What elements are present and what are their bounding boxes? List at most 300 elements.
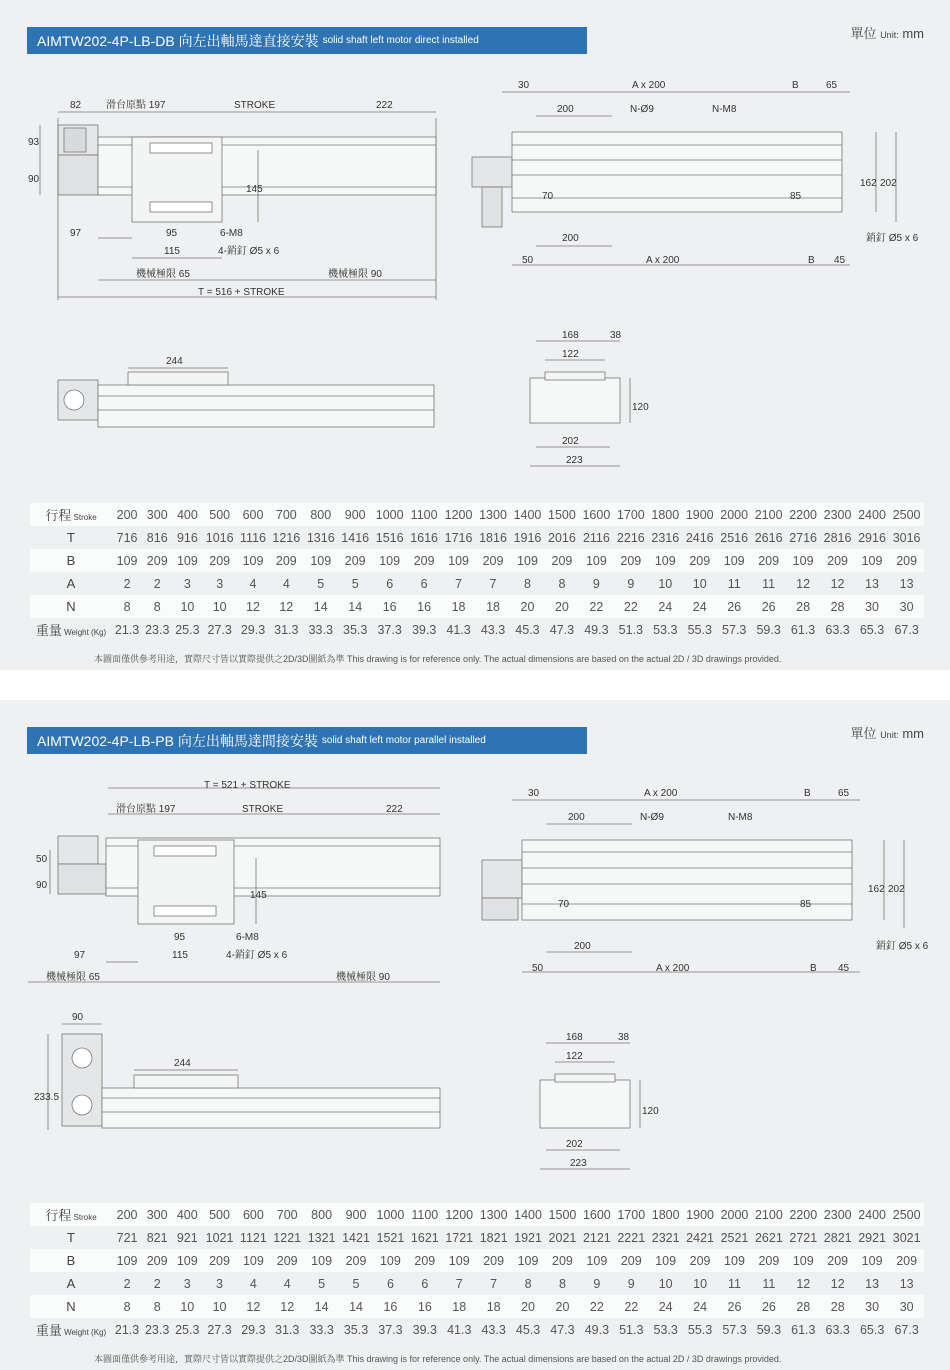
dim-r70: 70 [558, 899, 570, 910]
table-cell: 8 [112, 1295, 142, 1318]
table-cell: 1800 [648, 1203, 682, 1226]
table-cell: 14 [304, 1295, 338, 1318]
dim-rbb: B [810, 963, 817, 974]
row-header [30, 503, 112, 526]
table-cell: 2100 [752, 1203, 786, 1226]
table-cell: 6 [373, 1272, 407, 1295]
table-cell: 31.3 [270, 1318, 304, 1341]
table-cell: 14 [338, 595, 372, 618]
dim-e202: 202 [566, 1139, 583, 1150]
table-cell: 1121 [237, 1226, 270, 1249]
table-cell: 61.3 [786, 618, 820, 641]
table-cell: 7 [476, 1272, 510, 1295]
table-cell: 2016 [545, 526, 579, 549]
table-row [30, 595, 924, 618]
table-cell: 22 [614, 1295, 648, 1318]
table-cell: 109 [172, 549, 202, 572]
dim-total: T = 521 + STROKE [204, 780, 291, 791]
table-cell: 4 [270, 1272, 304, 1295]
table-row [30, 1203, 924, 1226]
row-header-main: 行程 [45, 508, 72, 523]
table-cell: 23.3 [142, 618, 172, 641]
table-cell: 37.3 [372, 618, 406, 641]
table-cell: 500 [202, 503, 236, 526]
table-cell: 18 [476, 595, 510, 618]
row-header-main: A [66, 1276, 76, 1291]
table-cell: 209 [752, 1249, 786, 1272]
table-cell: 28 [786, 1295, 820, 1318]
table-cell: 37.3 [373, 1318, 407, 1341]
section-direct-installed [0, 0, 950, 670]
row-header-main: T [67, 530, 75, 545]
table-cell: 33.3 [304, 618, 338, 641]
table-cell: 721 [112, 1226, 142, 1249]
table-cell: 24 [683, 1295, 717, 1318]
dim-e223: 223 [570, 1158, 587, 1169]
table-cell: 18 [442, 1295, 476, 1318]
table-cell: 10 [172, 1295, 202, 1318]
table-cell: 1821 [476, 1226, 510, 1249]
table-cell: 10 [202, 1295, 236, 1318]
table-cell: 400 [172, 503, 202, 526]
table-cell: 1616 [407, 526, 441, 549]
table-cell: 1600 [579, 503, 613, 526]
table-cell: 26 [717, 595, 751, 618]
table-cell: 1716 [441, 526, 475, 549]
table-cell: 109 [510, 549, 544, 572]
dim-limit-65: 機械極限 65 [136, 269, 190, 280]
table-cell: 45.3 [511, 1318, 545, 1341]
table-cell: 9 [579, 572, 613, 595]
table-cell: 1721 [442, 1226, 476, 1249]
table-cell: 18 [476, 1295, 510, 1318]
table-cell: 65.3 [855, 1318, 889, 1341]
table-cell: 109 [304, 1249, 338, 1272]
table-cell: 800 [304, 503, 338, 526]
table-cell: 109 [648, 549, 682, 572]
table-cell: 61.3 [786, 1318, 820, 1341]
table-cell: 10 [648, 1272, 682, 1295]
table-cell: 25.3 [172, 1318, 202, 1341]
table-cell: 209 [820, 549, 854, 572]
table-cell: 209 [683, 1249, 717, 1272]
table-cell: 47.3 [545, 1318, 579, 1341]
table-cell: 209 [614, 549, 648, 572]
table-cell: 1516 [372, 526, 406, 549]
dim-e122: 122 [566, 1051, 583, 1062]
table-cell: 63.3 [821, 1318, 855, 1341]
table-cell: 43.3 [476, 618, 510, 641]
table-cell: 2200 [786, 1203, 820, 1226]
table-cell: 209 [270, 1249, 304, 1272]
unit-label: 單位 Unit: mm [850, 726, 924, 741]
dim-home: 滑台原點 197 [106, 100, 166, 111]
dim-r202: 202 [880, 178, 897, 189]
table-cell: 8 [142, 1295, 172, 1318]
table-cell: 41.3 [441, 618, 475, 641]
dim-e223: 223 [566, 455, 583, 466]
row-header-sub: Weight (Kg) [61, 628, 107, 637]
table-cell: 57.3 [717, 618, 751, 641]
table-cell: 1816 [476, 526, 510, 549]
table-cell: 13 [855, 1272, 889, 1295]
dim-stroke: STROKE [242, 804, 284, 815]
dim-r162: 162 [860, 178, 877, 189]
table-cell: 39.3 [408, 1318, 442, 1341]
table-cell: 3 [202, 1272, 236, 1295]
dim-r202: 202 [888, 884, 905, 895]
table-row [30, 572, 924, 595]
row-header-sub: Stroke [71, 513, 97, 522]
table-cell: 2721 [786, 1226, 820, 1249]
table-cell: 5 [339, 1272, 373, 1295]
table-cell: 10 [683, 572, 717, 595]
section-parallel-installed [0, 700, 950, 1370]
table-cell: 109 [580, 1249, 614, 1272]
table-cell: 57.3 [717, 1318, 751, 1341]
table-cell: 59.3 [752, 1318, 786, 1341]
table-cell: 4 [237, 572, 269, 595]
table-cell: 1700 [614, 503, 648, 526]
dim-e120: 120 [632, 402, 649, 413]
table-cell: 3 [172, 572, 202, 595]
dim-e38: 38 [610, 330, 622, 341]
table-cell: 5 [304, 572, 338, 595]
row-header-sub: Weight (Kg) [61, 1328, 107, 1337]
table-cell: 29.3 [237, 1318, 270, 1341]
table-cell: 2 [142, 1272, 172, 1295]
table-row [30, 549, 924, 572]
table-cell: 109 [855, 1249, 889, 1272]
dim-r50: 50 [522, 255, 534, 266]
dim-rb: B [792, 80, 799, 91]
table-cell: 29.3 [237, 618, 269, 641]
table-cell: 1200 [441, 503, 475, 526]
disclaimer-note: 本圖面僅供參考用途，實際尺寸皆以實際提供之2D/3D圖紙為準 This drawing is for reference only. The actual dimensions are based on the actual 2D / 3D drawings provided. [94, 1354, 782, 1364]
table-cell: 209 [338, 549, 372, 572]
row-header-main: 重量 [35, 1323, 62, 1338]
table-cell: 2116 [579, 526, 613, 549]
table-cell: 5 [338, 572, 372, 595]
table-cell: 16 [373, 1295, 407, 1318]
table-cell: 209 [751, 549, 785, 572]
table-cell: 1521 [373, 1226, 407, 1249]
table-row [30, 1318, 924, 1341]
table-cell: 900 [339, 1203, 373, 1226]
dim-f90: 90 [72, 1012, 84, 1023]
dim-r85: 85 [790, 191, 802, 202]
table-cell: 1200 [442, 1203, 476, 1226]
dim-ra200: A x 200 [632, 80, 666, 91]
table-cell: 11 [752, 1272, 786, 1295]
table-cell: 600 [237, 503, 269, 526]
row-header-main: T [67, 1230, 75, 1245]
table-cell: 7 [442, 1272, 476, 1295]
table-cell: 12 [786, 572, 820, 595]
dim-r30: 30 [528, 788, 540, 799]
table-cell: 816 [142, 526, 172, 549]
table-cell: 30 [889, 595, 924, 618]
dim-244: 244 [166, 356, 183, 367]
dim-rnm8: N-M8 [728, 812, 753, 823]
dim-r45: 45 [834, 255, 846, 266]
table-cell: 35.3 [338, 618, 372, 641]
dim-rbb: B [808, 255, 815, 266]
table-cell: 1321 [304, 1226, 338, 1249]
table-cell: 13 [889, 572, 924, 595]
table-cell: 2400 [855, 1203, 889, 1226]
table-cell: 109 [304, 549, 338, 572]
table-cell: 2716 [786, 526, 820, 549]
table-cell: 26 [717, 1295, 751, 1318]
table-cell: 8 [545, 1272, 579, 1295]
table-cell: 1500 [545, 1203, 579, 1226]
dim-ra200: A x 200 [644, 788, 678, 799]
table-cell: 51.3 [614, 618, 648, 641]
table-cell: 4 [269, 572, 303, 595]
unit-label: 單位 Unit: mm [850, 26, 924, 41]
table-cell: 2 [142, 572, 172, 595]
table-cell: 55.3 [683, 1318, 717, 1341]
dim-e168: 168 [562, 330, 579, 341]
table-cell: 8 [112, 595, 142, 618]
table-cell: 3016 [889, 526, 924, 549]
row-header-sub: Stroke [71, 1213, 97, 1222]
row-header [30, 1318, 112, 1341]
dim-115: 115 [172, 950, 188, 961]
dim-rb: B [804, 788, 811, 799]
table-row [30, 1272, 924, 1295]
table-cell: 2300 [820, 503, 854, 526]
table-cell: 209 [889, 1249, 924, 1272]
table-cell: 3 [172, 1272, 202, 1295]
dim-limit-90: 機械極限 90 [336, 972, 390, 983]
table-cell: 109 [786, 549, 820, 572]
table-cell: 2621 [752, 1226, 786, 1249]
table-cell: 1116 [237, 526, 269, 549]
table-cell: 2921 [855, 1226, 889, 1249]
table-cell: 1021 [202, 1226, 236, 1249]
dim-82: 82 [70, 100, 82, 111]
row-header [30, 595, 112, 618]
table-cell: 2416 [683, 526, 717, 549]
table-row [30, 1249, 924, 1272]
table-cell: 200 [112, 503, 142, 526]
table-cell: 500 [202, 1203, 236, 1226]
row-header [30, 526, 112, 549]
dim-50: 50 [36, 854, 48, 865]
section-title: AIMTW202-4P-LB-DB 向左出軸馬達直接安裝 [37, 32, 319, 49]
table-cell: 1216 [269, 526, 303, 549]
dim-97: 97 [74, 950, 86, 961]
dim-r50: 50 [532, 963, 544, 974]
table-cell: 12 [270, 1295, 304, 1318]
table-cell: 2100 [751, 503, 785, 526]
table-cell: 209 [614, 1249, 648, 1272]
table-cell: 10 [202, 595, 236, 618]
table-cell: 12 [786, 1272, 820, 1295]
table-cell: 4 [237, 1272, 270, 1295]
dim-115: 115 [164, 246, 180, 257]
dim-233-5: 233.5 [34, 1092, 60, 1103]
dim-93: 93 [28, 137, 40, 148]
table-cell: 30 [889, 1295, 924, 1318]
row-header-main: N [66, 1299, 76, 1314]
drawing-direct [0, 0, 950, 500]
table-cell: 28 [786, 595, 820, 618]
dim-limit-65: 機械極限 65 [46, 972, 100, 983]
dim-222: 222 [376, 100, 393, 111]
table-cell: 209 [821, 1249, 855, 1272]
table-cell: 8 [510, 572, 544, 595]
dim-145: 145 [250, 890, 267, 901]
row-header-main: A [66, 576, 76, 591]
table-cell: 21.3 [112, 1318, 142, 1341]
row-header [30, 1249, 112, 1272]
table-cell: 209 [407, 549, 441, 572]
table-cell: 1900 [683, 503, 717, 526]
table-cell: 11 [717, 1272, 751, 1295]
table-cell: 109 [112, 1249, 142, 1272]
dim-rn9: N-Ø9 [640, 812, 664, 823]
table-cell: 109 [442, 1249, 476, 1272]
table-cell: 716 [112, 526, 142, 549]
table-cell: 26 [752, 1295, 786, 1318]
table-cell: 209 [476, 549, 510, 572]
table-cell: 1316 [304, 526, 338, 549]
table-cell: 7 [476, 572, 510, 595]
table-cell: 20 [545, 1295, 579, 1318]
table-cell: 600 [237, 1203, 270, 1226]
table-cell: 209 [269, 549, 303, 572]
table-cell: 6 [407, 572, 441, 595]
table-cell: 2500 [889, 1203, 924, 1226]
table-cell: 2821 [821, 1226, 855, 1249]
table-cell: 10 [683, 1272, 717, 1295]
table-cell: 2916 [855, 526, 889, 549]
table-cell: 2521 [717, 1226, 751, 1249]
table-cell: 26 [751, 595, 785, 618]
table-cell: 8 [142, 595, 172, 618]
table-cell: 800 [304, 1203, 338, 1226]
table-cell: 2121 [580, 1226, 614, 1249]
table-cell: 39.3 [407, 618, 441, 641]
table-cell: 24 [648, 1295, 682, 1318]
table-cell: 1016 [202, 526, 236, 549]
table-cell: 1000 [372, 503, 406, 526]
table-cell: 51.3 [614, 1318, 648, 1341]
table-cell: 2316 [648, 526, 682, 549]
table-cell: 2 [112, 1272, 142, 1295]
table-cell: 5 [304, 1272, 338, 1295]
table-cell: 2816 [820, 526, 854, 549]
table-cell: 109 [237, 1249, 270, 1272]
table-cell: 1600 [580, 1203, 614, 1226]
dim-r85: 85 [800, 899, 812, 910]
table-cell: 49.3 [579, 618, 613, 641]
table-cell: 109 [717, 549, 751, 572]
table-cell: 12 [269, 595, 303, 618]
dim-stroke: STROKE [234, 100, 276, 111]
table-cell: 209 [545, 549, 579, 572]
table-cell: 22 [614, 595, 648, 618]
table-cell: 821 [142, 1226, 172, 1249]
table-cell: 22 [580, 1295, 614, 1318]
dim-rpins: 銷釘 Ø5 x 6 [876, 941, 929, 952]
table-cell: 1900 [683, 1203, 717, 1226]
table-cell: 13 [855, 572, 889, 595]
table-row [30, 503, 924, 526]
spec-table-parallel [30, 1203, 924, 1341]
table-cell: 24 [683, 595, 717, 618]
dim-145: 145 [246, 184, 263, 195]
table-cell: 2000 [717, 503, 751, 526]
table-cell: 109 [373, 1249, 407, 1272]
table-cell: 1421 [339, 1226, 373, 1249]
table-cell: 1100 [407, 503, 441, 526]
table-cell: 67.3 [889, 1318, 924, 1341]
dim-ra200b: A x 200 [656, 963, 690, 974]
table-cell: 63.3 [820, 618, 854, 641]
table-cell: 14 [304, 595, 338, 618]
dim-e38: 38 [618, 1032, 630, 1043]
table-row [30, 526, 924, 549]
table-cell: 28 [821, 1295, 855, 1318]
drawing-parallel [0, 700, 950, 1200]
table-cell: 109 [172, 1249, 202, 1272]
table-cell: 2 [112, 572, 142, 595]
dim-limit-90: 機械極限 90 [328, 269, 382, 280]
table-cell: 200 [112, 1203, 142, 1226]
dim-e120: 120 [642, 1106, 659, 1117]
table-cell: 700 [270, 1203, 304, 1226]
row-header [30, 572, 112, 595]
table-cell: 209 [142, 549, 172, 572]
table-cell: 1621 [408, 1226, 442, 1249]
table-cell: 12 [237, 1295, 270, 1318]
table-cell: 35.3 [339, 1318, 373, 1341]
table-cell: 14 [339, 1295, 373, 1318]
table-cell: 916 [172, 526, 202, 549]
table-cell: 109 [112, 549, 142, 572]
section-subtitle: solid shaft left motor parallel installed [321, 735, 486, 746]
dim-total: T = 516 + STROKE [198, 287, 285, 298]
table-cell: 7 [441, 572, 475, 595]
table-cell: 47.3 [545, 618, 579, 641]
table-cell: 6 [408, 1272, 442, 1295]
table-cell: 30 [855, 1295, 889, 1318]
table-cell: 2421 [683, 1226, 717, 1249]
table-cell: 109 [511, 1249, 545, 1272]
table-cell: 16 [407, 595, 441, 618]
table-cell: 2300 [821, 1203, 855, 1226]
table-cell: 30 [855, 595, 889, 618]
table-cell: 209 [408, 1249, 442, 1272]
dim-pins: 4-銷釘 Ø5 x 6 [218, 246, 280, 257]
dim-r45: 45 [838, 963, 850, 974]
dim-r70: 70 [542, 191, 554, 202]
dim-95: 95 [166, 228, 178, 239]
dim-r65: 65 [838, 788, 850, 799]
table-cell: 109 [717, 1249, 751, 1272]
table-cell: 300 [142, 503, 172, 526]
table-cell: 53.3 [648, 618, 682, 641]
table-cell: 3 [202, 572, 236, 595]
table-cell: 45.3 [510, 618, 544, 641]
dim-m8: 6-M8 [236, 932, 259, 943]
row-header [30, 1272, 112, 1295]
spec-table-direct [30, 503, 924, 641]
